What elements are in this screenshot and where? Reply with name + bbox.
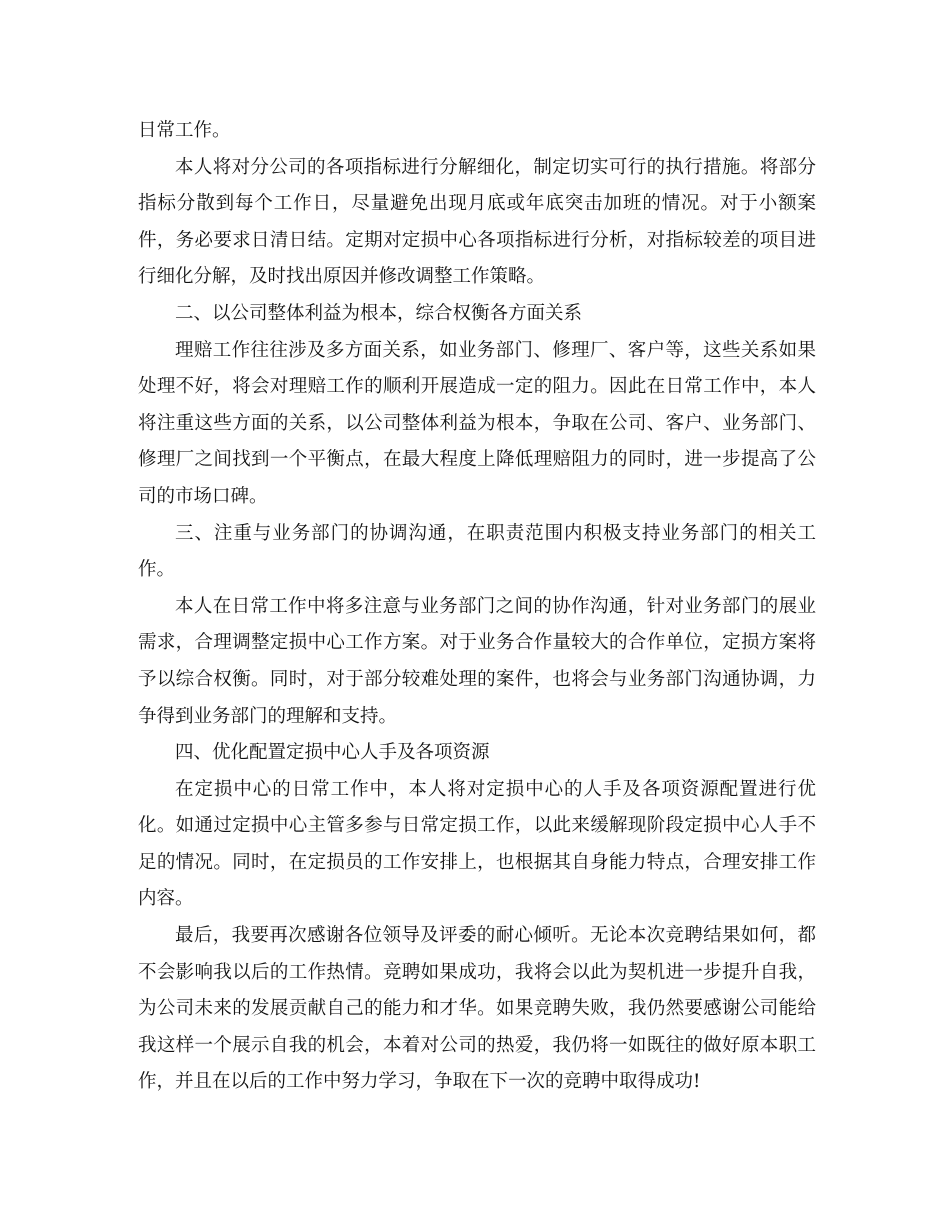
heading-section-2: 二、以公司整体利益为根本，综合权衡各方面关系	[175, 302, 583, 324]
paragraph-claims-relations: 理赔工作往往涉及多方面关系，如业务部门、修理厂、客户等，这些关系如果处理不好，将会对理赔工作的顺利开展造成一定的阻力。因此在日常工作中，本人将注重这些方面的关系，以公司整体利益为根本，争取在公司、客户、业务部门、修理厂之间找到一个平衡点，在最大程度上降低理赔阻力的同时，进一步提高了公司的市场口碑。	[138, 339, 816, 507]
paragraph-closing: 最后，我要再次感谢各位领导及评委的耐心倾听。无论本次竞聘结果如何，都不会影响我以后的工作热情。竞聘如果成功，我将会以此为契机进一步提升自我，为公司未来的发展贡献自己的能力和才华。如果竞聘失败，我仍然要感谢公司能给我这样一个展示自我的机会，本着对公司的热爱，我仍将一如既往的做好原本职工作，并且在以后的工作中努力学习，争取在下一次的竞聘中取得成功!	[138, 925, 816, 1093]
heading-section-3: 三、注重与业务部门的协调沟通，在职责范围内积极支持业务部门的相关工作。	[138, 522, 816, 581]
paragraph-continuation: 日常工作。	[138, 120, 231, 141]
paragraph-indicators: 本人将对分公司的各项指标进行分解细化，制定切实可行的执行措施。将部分指标分散到每个工作日，尽量避免出现月底或年底突击加班的情况。对于小额案件，务必要求日清日结。定期对定损中心各项指标进行分析，对指标较差的项目进行细化分解，及时找出原因并修改调整工作策略。	[138, 156, 816, 288]
paragraph-resource-optimization: 在定损中心的日常工作中，本人将对定损中心的人手及各项资源配置进行优化。如通过定损中心主管多参与日常定损工作，以此来缓解现阶段定损中心人手不足的情况。同时，在定损员的工作安排上，也根据其自身能力特点，合理安排工作内容。	[138, 778, 816, 910]
heading-section-4: 四、优化配置定损中心人手及各项资源	[175, 742, 490, 764]
paragraph-business-coordination: 本人在日常工作中将多注意与业务部门之间的协作沟通，针对业务部门的展业需求，合理调整定损中心工作方案。对于业务合作量较大的合作单位，定损方案将予以综合权衡。同时，对于部分较难处理的案件，也将会与业务部门沟通协调，力争得到业务部门的理解和支持。	[138, 595, 816, 727]
document-body	[138, 113, 816, 1101]
